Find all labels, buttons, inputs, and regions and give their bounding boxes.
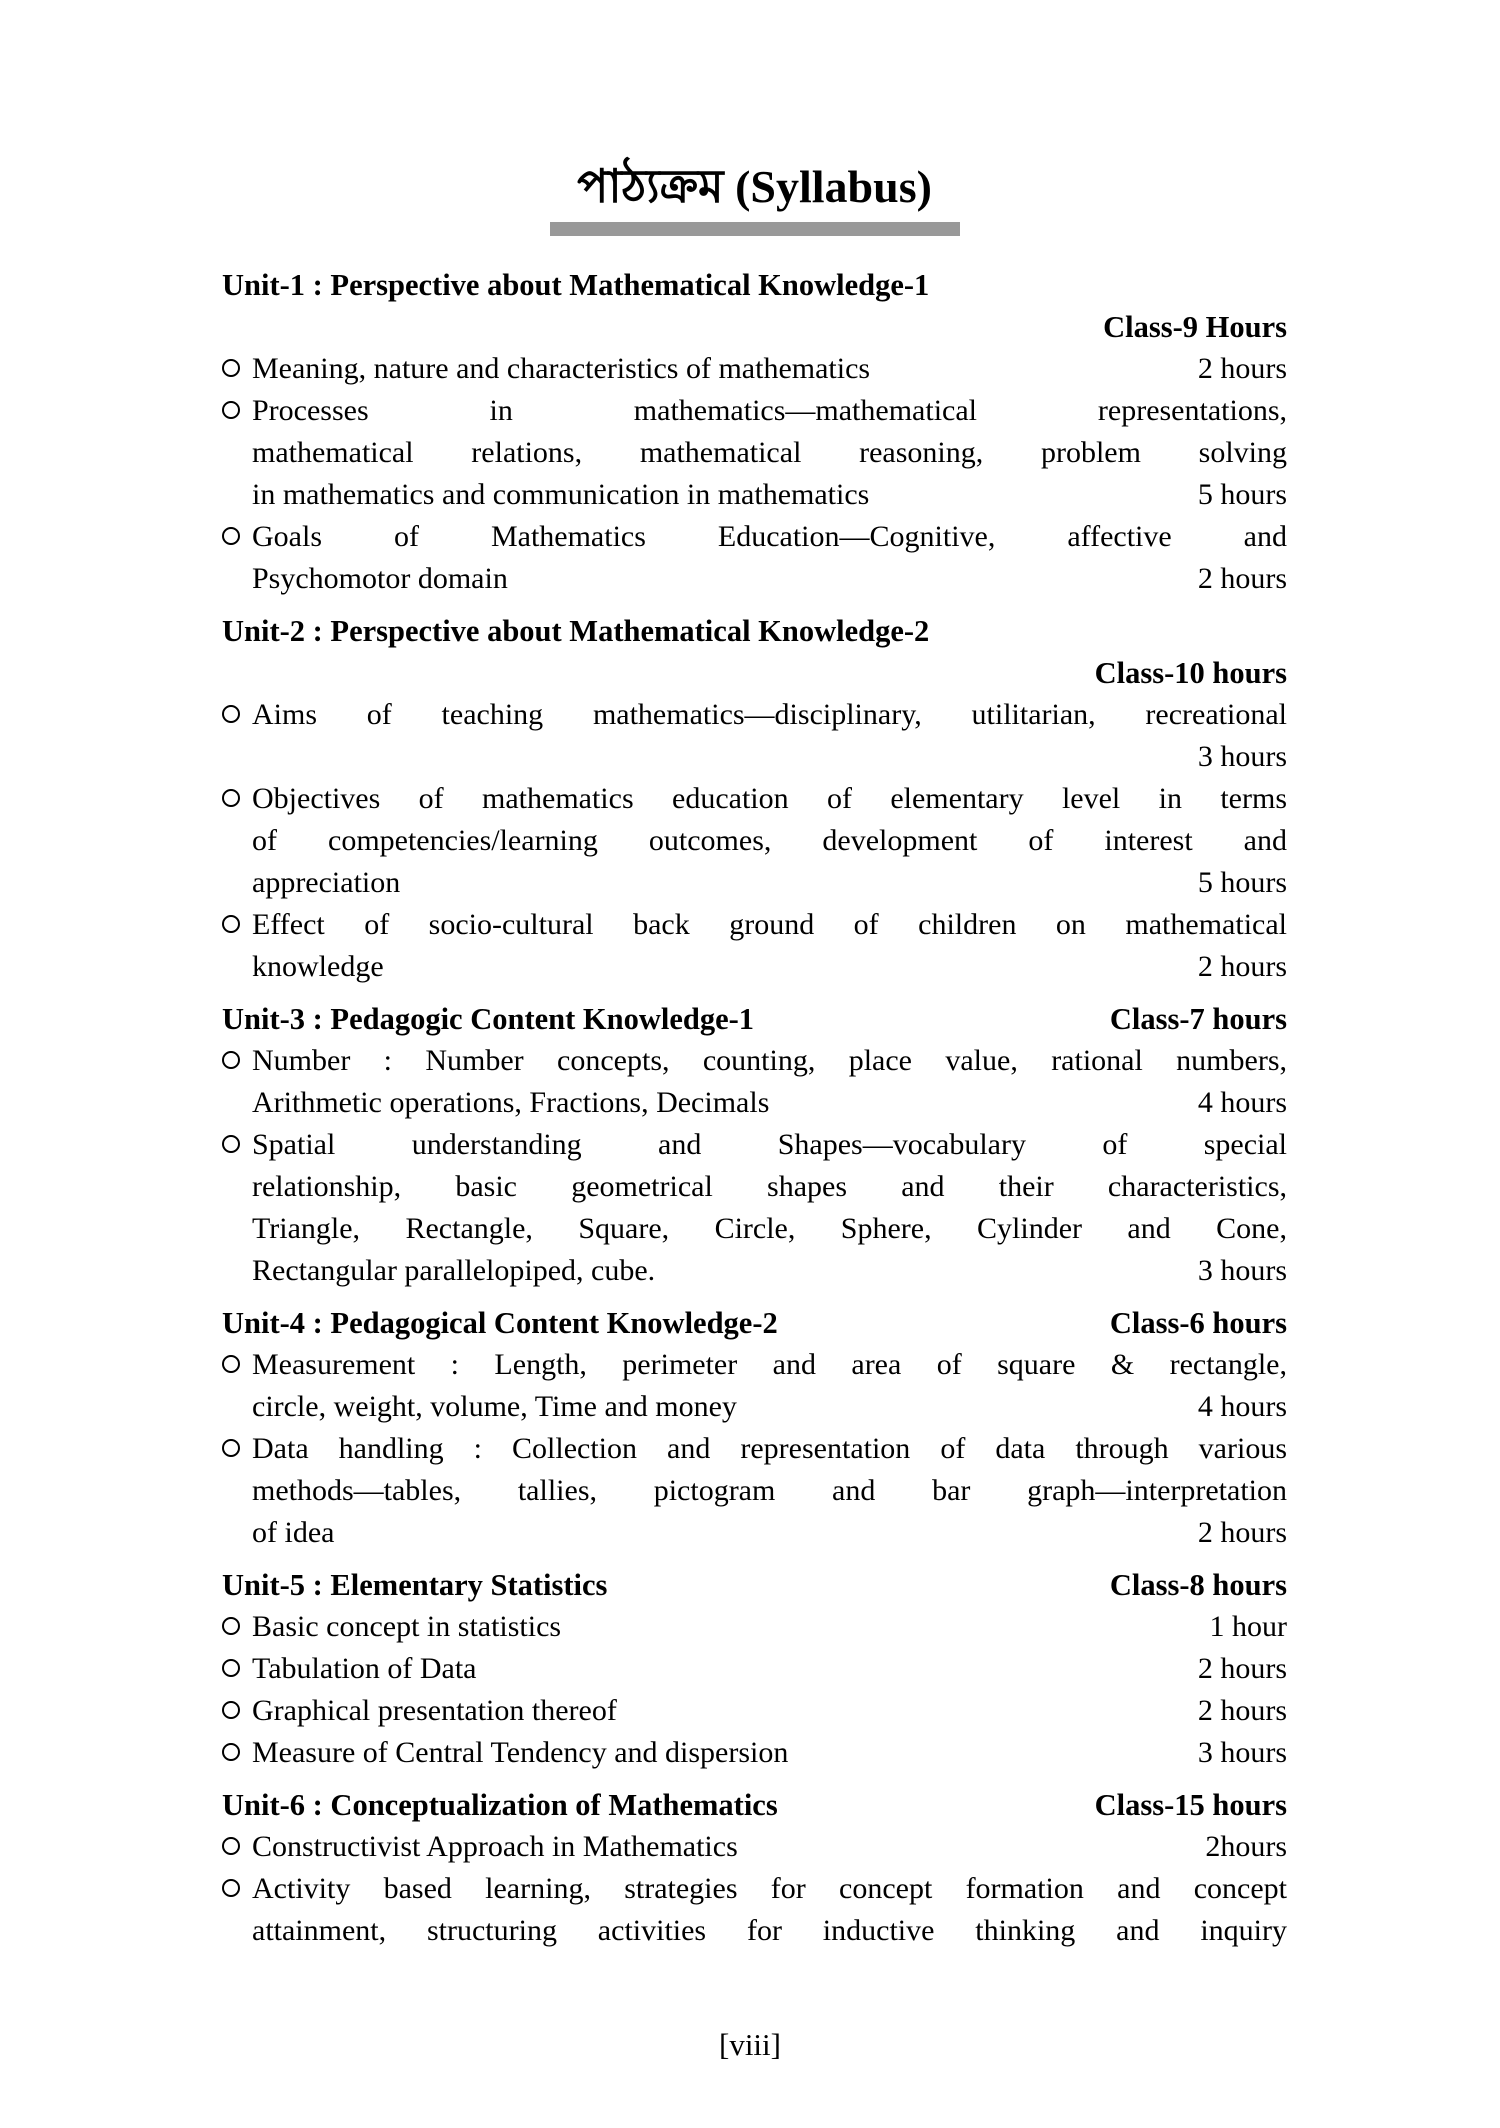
- circle-bullet-icon: [222, 1879, 240, 1897]
- circle-bullet-icon: [222, 359, 240, 377]
- item-hours: 3 hours: [1197, 1736, 1287, 1769]
- item-line: Tabulation of Data: [252, 1652, 477, 1685]
- circle-bullet-icon: [222, 1701, 240, 1719]
- unit-heading: Unit-6 : Conceptualization of Mathematics: [222, 1788, 778, 1822]
- item-line: in mathematics and communication in mathematics: [252, 478, 870, 511]
- circle-bullet-icon: [222, 789, 240, 807]
- item-hours: 2 hours: [1197, 1694, 1287, 1727]
- item-line: Arithmetic operations, Fractions, Decimals: [252, 1086, 770, 1119]
- item-line: relationship, basic geometrical shapes and their characteristics,: [252, 1170, 1287, 1203]
- unit-2-section: [222, 610, 1287, 988]
- page-content: [222, 0, 1287, 1952]
- circle-bullet-icon: [222, 1743, 240, 1761]
- item-line: Objectives of mathematics education of elementary level in terms: [252, 782, 1287, 815]
- syllabus-item: [222, 1344, 1287, 1428]
- circle-bullet-icon: [222, 1051, 240, 1069]
- item-line: Measurement : Length, perimeter and area of square & rectangle,: [252, 1348, 1287, 1381]
- circle-bullet-icon: [222, 527, 240, 545]
- item-hours: 2 hours: [1197, 1652, 1287, 1685]
- item-hours: 2 hours: [1197, 1516, 1287, 1549]
- class-hours-label: Class-6 hours: [1109, 1306, 1287, 1340]
- item-hours: 2 hours: [1197, 562, 1287, 595]
- syllabus-item: [222, 1648, 1287, 1690]
- unit-heading: Unit-2 : Perspective about Mathematical Knowledge-2: [222, 614, 930, 648]
- item-hours: 2 hours: [1197, 950, 1287, 983]
- circle-bullet-icon: [222, 705, 240, 723]
- item-hours: 1 hour: [1209, 1610, 1287, 1643]
- item-line: Rectangular parallelopiped, cube.: [252, 1254, 656, 1287]
- item-line: Measure of Central Tendency and dispersion: [252, 1736, 789, 1769]
- circle-bullet-icon: [222, 1439, 240, 1457]
- syllabus-item: [222, 348, 1287, 390]
- unit-1-section: [222, 264, 1287, 600]
- unit-5-section: [222, 1564, 1287, 1774]
- item-line: Spatial understanding and Shapes—vocabulary of special: [252, 1128, 1287, 1161]
- title-block: [222, 158, 1287, 236]
- item-line: Activity based learning, strategies for concept formation and concept: [252, 1872, 1287, 1905]
- syllabus-item: [222, 1040, 1287, 1124]
- circle-bullet-icon: [222, 1617, 240, 1635]
- circle-bullet-icon: [222, 1135, 240, 1153]
- title-underline-bar: [550, 222, 960, 236]
- item-line: circle, weight, volume, Time and money: [252, 1390, 737, 1423]
- page-number: [viii]: [719, 2027, 781, 2062]
- item-line: Basic concept in statistics: [252, 1610, 562, 1643]
- syllabus-item: [222, 516, 1287, 600]
- item-line: Processes in mathematics—mathematical representations,: [252, 394, 1287, 427]
- syllabus-item: [222, 1690, 1287, 1732]
- circle-bullet-icon: [222, 1659, 240, 1677]
- item-line: Goals of Mathematics Education—Cognitive, affective and: [252, 520, 1287, 553]
- item-hours: 5 hours: [1197, 866, 1287, 899]
- syllabus-item: [222, 1124, 1287, 1292]
- syllabus-item: [222, 1868, 1287, 1952]
- item-line: Graphical presentation thereof: [252, 1694, 617, 1727]
- class-hours-label: Class-15 hours: [1094, 1788, 1287, 1822]
- unit-6-section: [222, 1784, 1287, 1952]
- circle-bullet-icon: [222, 1837, 240, 1855]
- syllabus-item: [222, 1606, 1287, 1648]
- item-line: Constructivist Approach in Mathematics: [252, 1830, 738, 1863]
- item-hours: 3 hours: [1197, 1254, 1287, 1287]
- item-line: mathematical relations, mathematical reasoning, problem solving: [252, 436, 1287, 469]
- circle-bullet-icon: [222, 915, 240, 933]
- unit-3-section: [222, 998, 1287, 1292]
- syllabus-item: [222, 1732, 1287, 1774]
- circle-bullet-icon: [222, 1355, 240, 1373]
- item-line: Meaning, nature and characteristics of mathematics: [252, 352, 871, 385]
- unit-heading: Unit-3 : Pedagogic Content Knowledge-1: [222, 1002, 755, 1036]
- class-hours-label: Class-7 hours: [1109, 1002, 1287, 1036]
- page-title: পাঠ্যক্রম (Syllabus): [577, 161, 932, 212]
- item-line: knowledge: [252, 950, 384, 983]
- item-line: Triangle, Rectangle, Square, Circle, Sphere, Cylinder and Cone,: [252, 1212, 1287, 1245]
- item-line: methods—tables, tallies, pictogram and bar graph—interpretation: [252, 1474, 1287, 1507]
- syllabus-item: [222, 694, 1287, 778]
- item-line: Data handling : Collection and representation of data through various: [252, 1432, 1287, 1465]
- syllabus-item: [222, 1826, 1287, 1868]
- item-hours: 4 hours: [1197, 1390, 1287, 1423]
- class-hours-label: Class-10 hours: [1094, 656, 1287, 690]
- item-line: of competencies/learning outcomes, development of interest and: [252, 824, 1287, 857]
- class-hours-label: Class-9 Hours: [1103, 310, 1287, 344]
- syllabus-item: [222, 390, 1287, 516]
- unit-heading: Unit-4 : Pedagogical Content Knowledge-2: [222, 1306, 778, 1340]
- item-line: attainment, structuring activities for inductive thinking and inquiry: [252, 1914, 1287, 1947]
- item-line: Effect of socio-cultural back ground of children on mathematical: [252, 908, 1287, 941]
- unit-heading: Unit-5 : Elementary Statistics: [222, 1568, 608, 1602]
- item-hours: 3 hours: [1197, 740, 1287, 773]
- unit-4-section: [222, 1302, 1287, 1554]
- item-line: Psychomotor domain: [252, 562, 508, 595]
- item-hours: 2hours: [1205, 1830, 1287, 1863]
- item-hours: 2 hours: [1197, 352, 1287, 385]
- item-line: appreciation: [252, 866, 401, 899]
- syllabus-item: [222, 904, 1287, 988]
- item-line: Aims of teaching mathematics—disciplinary, utilitarian, recreational: [252, 698, 1287, 731]
- item-hours: 5 hours: [1197, 478, 1287, 511]
- circle-bullet-icon: [222, 401, 240, 419]
- item-line: of idea: [252, 1516, 335, 1549]
- item-hours: 4 hours: [1197, 1086, 1287, 1119]
- item-line: Number : Number concepts, counting, place value, rational numbers,: [252, 1044, 1287, 1077]
- syllabus-item: [222, 778, 1287, 904]
- class-hours-label: Class-8 hours: [1109, 1568, 1287, 1602]
- unit-heading: Unit-1 : Perspective about Mathematical Knowledge-1: [222, 268, 930, 302]
- syllabus-item: [222, 1428, 1287, 1554]
